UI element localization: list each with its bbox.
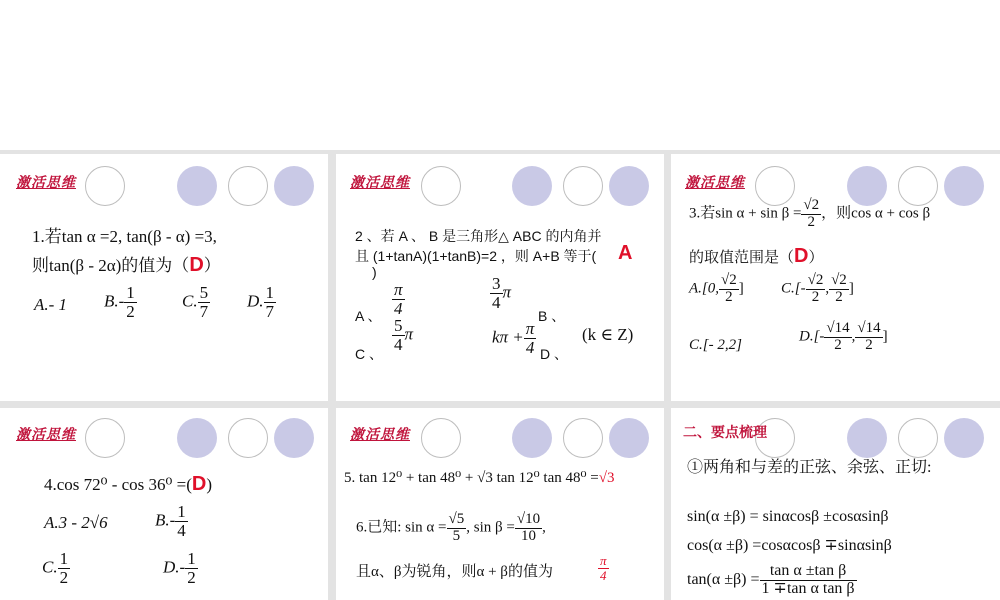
deco-circle [228,418,268,458]
slide-panel-4[interactable] [0,408,328,600]
section-tag: 激活思维 [685,174,745,190]
formula-sin: sin(α ±β) = sinαcosβ ±cosαsinβ [687,508,889,525]
formula-tan: tan(α ±β) = $\frac{\text{tan α ±tan β}}{\text{1 ∓tan α tan β}}$ [687,562,855,597]
deco-circle [944,166,984,206]
slide-panel-1[interactable] [0,154,328,401]
deco-circle [609,166,649,206]
question-line: 且 (1+tanA)(1+tanB)=2 ，则 A+B 等于( [355,248,597,264]
section-heading: 二、要点梳理 [683,424,767,440]
question-line: 则tan(β - 2α)的值为（D） [32,254,221,276]
question-line: 1.若tan α =2, tan(β - α) =3, [32,227,217,246]
deco-circle [512,418,552,458]
option-d: D. $\frac{1}{7}$ [247,283,275,321]
deco-circle [421,166,461,206]
option-a: A.- 1 [34,295,68,314]
option-b-label: B 、 [538,308,566,324]
option-d: D.- $\frac{1}{2}$ [163,549,196,587]
question-line: 3.若sin α + sin β = $\frac{√2}{2}$ ，则cos α + cos β [689,197,931,230]
option-b: B.- $\frac{1}{4}$ [155,502,186,540]
answer-mark: D [189,254,204,276]
deco-circle [563,418,603,458]
option-c: C.[- $\frac{√2}{2}$ , $\frac{√2}{2}$ ] [781,272,854,305]
section-tag: 激活思维 [16,174,76,190]
question-line: 的取值范围是（D） [689,245,824,267]
option-a: A.3 - 2√6 [44,513,108,532]
option-d-tail: (k ∈ Z) [582,325,634,344]
option-c: C. $\frac{5}{7}$ [182,283,209,321]
slide-panel-3[interactable] [671,154,1000,401]
deco-circle [177,418,217,458]
text-line: ①两角和与差的正弦、余弦、正切: [687,459,932,476]
option-d-label: D 、 [540,346,568,362]
deco-circle [274,166,314,206]
deco-circle [85,166,125,206]
deco-circle [228,166,268,206]
section-tag: 激活思维 [16,426,76,442]
deco-circle [85,418,125,458]
option-c-value: $\frac{5}{4}$ π [394,316,414,354]
deco-circle [847,418,887,458]
option-c: C. $\frac{1}{2}$ [42,549,69,587]
slide-panel-2[interactable] [336,154,664,401]
option-c-label: C 、 [355,346,383,362]
answer-mark: D [191,473,207,495]
question-line: 5. tan 12⁰ + tan 48⁰ + √3 tan 12⁰ tan 48⁰ =√3 [344,470,615,486]
section-tag: 激活思维 [350,426,410,442]
option-a-value: $\frac{\pi}{4}$ [394,280,403,318]
question-line: 6.已知: sin α = $\frac{√5}{5}$ , sin β = $\frac{√10}{10}$ , [356,511,546,544]
slide-panel-6[interactable] [671,408,1000,600]
section-tag: 激活思维 [350,174,410,190]
deco-circle [274,418,314,458]
question-line: 2 、若 A 、 B 是三角形△ ABC 的内角并 [355,228,602,244]
option-d-value: kπ + $\frac{\pi}{4}$ [492,319,535,357]
question-line: ) [372,264,377,280]
deco-circle [898,418,938,458]
answer-mark: D [794,245,809,267]
question-line: 4.cos 72⁰ - cos 36⁰ =(D) [44,473,212,495]
slide-panel-5[interactable] [336,408,664,600]
answer-mark: $\frac{\pi}{4}$ [600,553,607,583]
answer-mark: √3 [598,470,615,486]
option-b: B.- $\frac{1}{2}$ [104,283,135,321]
deco-circle [421,418,461,458]
formula-cos: cos(α ±β) =cosαcosβ ∓sinαsinβ [687,537,892,554]
option-d: D.[- $\frac{√14}{2}$ , $\frac{√14}{2}$ ] [799,320,888,353]
option-c-alt: C.[- 2,2] [689,337,742,353]
deco-circle [563,166,603,206]
option-a: A.[0, $\frac{√2}{2}$ ] [689,272,744,305]
deco-circle [512,166,552,206]
question-line: 且α、β为锐角，则α + β的值为 [356,564,553,580]
deco-circle [944,418,984,458]
option-b-value: $\frac{3}{4}$ π [492,274,512,312]
option-a-label: A 、 [355,308,382,324]
deco-circle [177,166,217,206]
answer-mark: A [618,242,633,264]
deco-circle [609,418,649,458]
top-blank-area [0,0,1000,150]
